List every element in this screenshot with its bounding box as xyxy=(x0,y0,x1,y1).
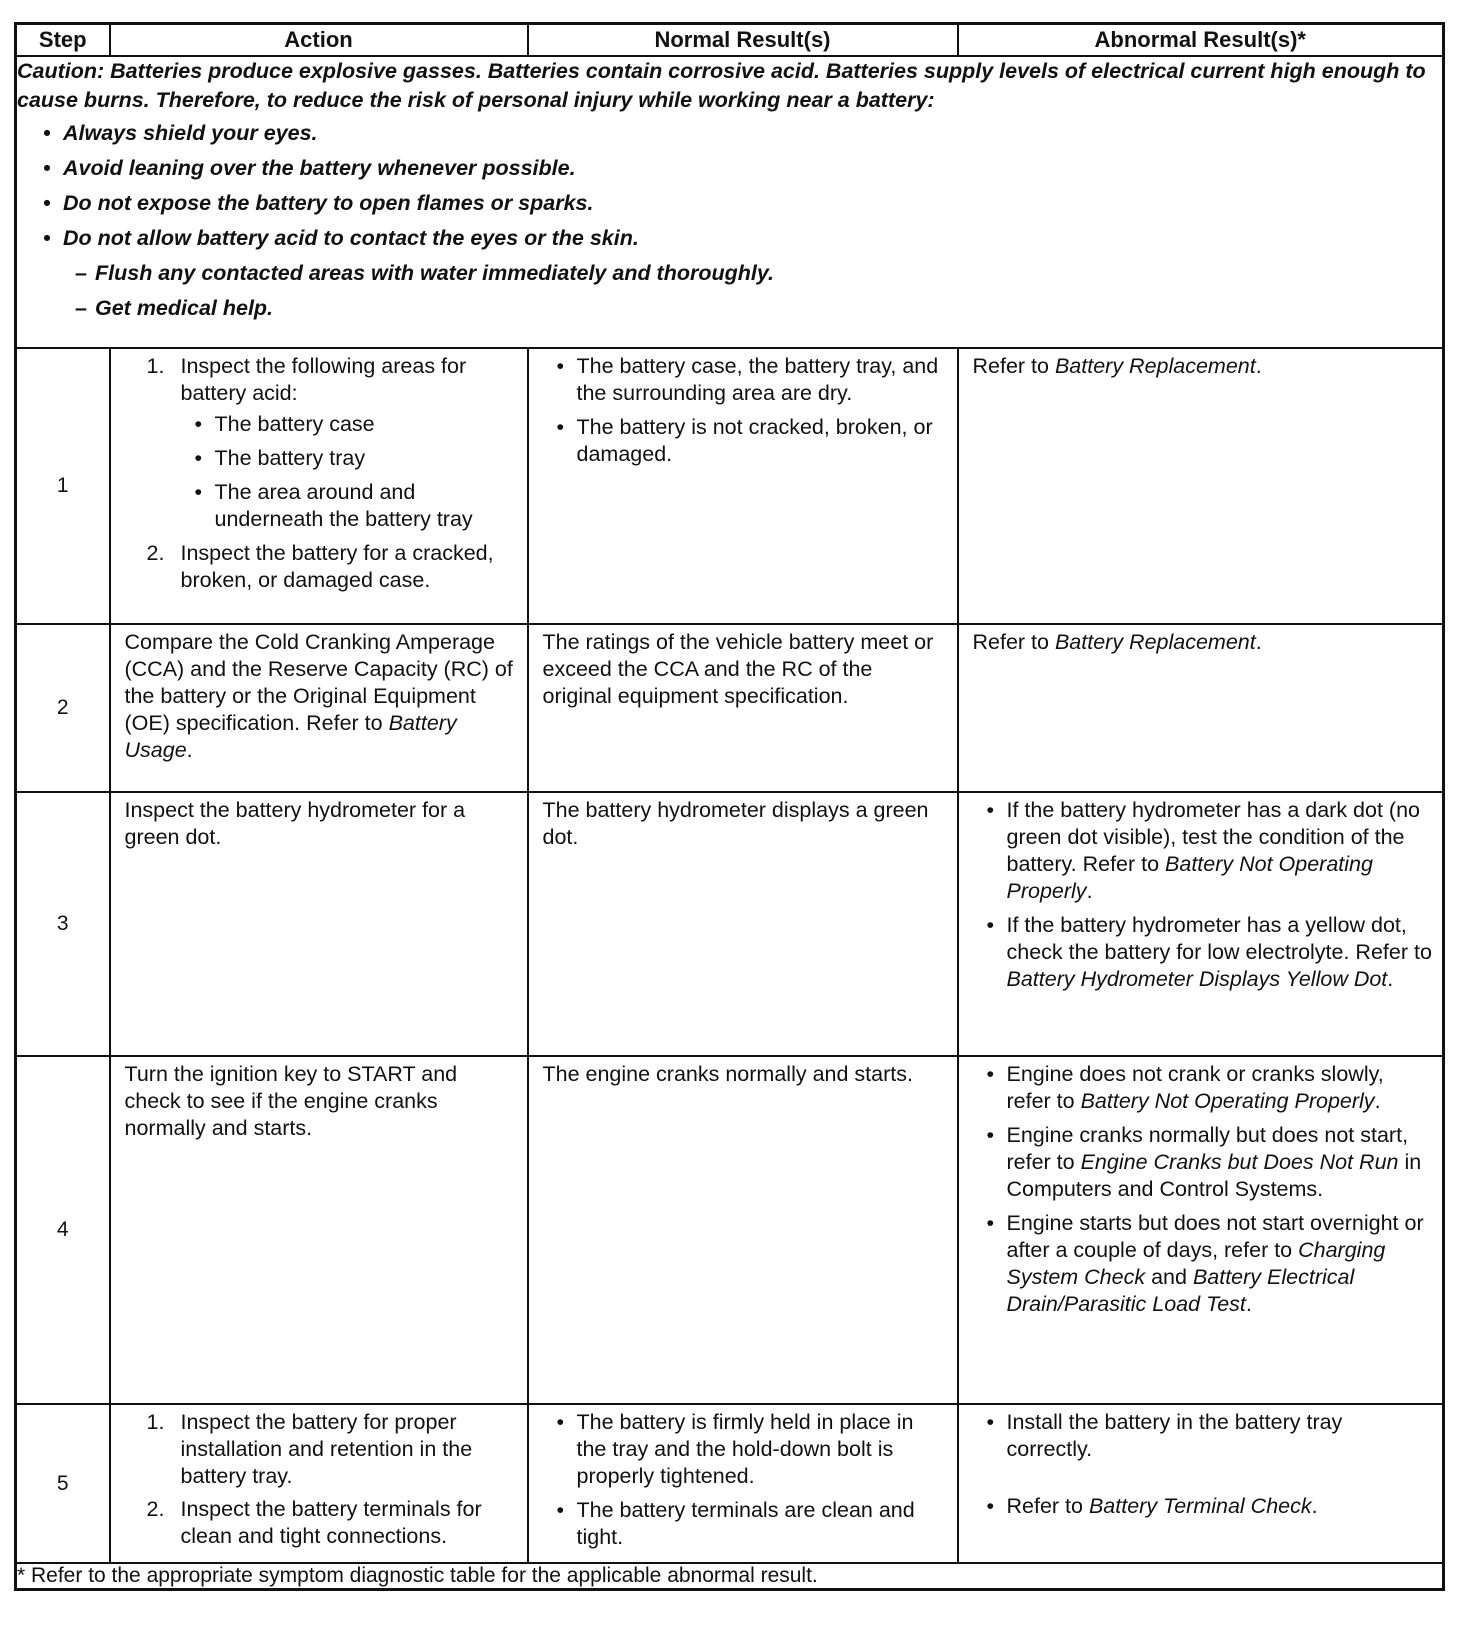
reference-link: Battery Terminal Check xyxy=(1088,1494,1312,1518)
action-step-number: 1. xyxy=(146,1410,165,1434)
action-sub-bullet: • The battery case xyxy=(181,411,517,438)
action-cell xyxy=(110,1404,528,1563)
normal-bullet: • The battery terminals are clean and tight. xyxy=(543,1497,947,1551)
action-cell xyxy=(110,792,528,1056)
normal-bullet: • The battery is not cracked, broken, or damaged. xyxy=(543,414,947,468)
reference-link: Battery Electrical Drain/Parasitic Load Test xyxy=(1006,1265,1355,1316)
action-step-number: 2. xyxy=(146,1497,165,1521)
action-sub-bullets xyxy=(181,411,517,533)
action-step-text: Inspect the following areas for battery acid: xyxy=(180,354,467,405)
caution-subitem: – Get medical help. xyxy=(17,294,1442,323)
abnormal-suffix: . xyxy=(1255,354,1262,378)
action-cell xyxy=(110,624,528,792)
normal-cell xyxy=(528,348,958,624)
abnormal-suffix: . xyxy=(1311,1494,1318,1518)
action-text: Turn the ignition key to START and check to see if the engine cranks normally and starts. xyxy=(124,1062,458,1140)
battery-diagnostic-table xyxy=(14,22,1445,1591)
caution-item: • Avoid leaning over the battery whenever possible. xyxy=(17,154,1442,183)
action-step xyxy=(125,1496,517,1550)
reference-link: Battery Not Operating Properly xyxy=(1080,1089,1375,1113)
step-number: 5 xyxy=(16,1404,110,1563)
step-number: 3 xyxy=(16,792,110,1056)
reference-link: Battery Usage xyxy=(124,711,457,762)
abnormal-bullet: • Install the battery in the battery tray correctly. xyxy=(973,1409,1433,1463)
reference-link: Battery Replacement xyxy=(1054,354,1256,378)
action-step-text: Inspect the battery for a cracked, broken, or damaged case. xyxy=(180,541,494,592)
header-step: Step xyxy=(16,24,110,57)
caution-item: • Do not allow battery acid to contact the eyes or the skin. xyxy=(17,224,1442,253)
abnormal-bullet xyxy=(973,912,1433,993)
header-action: Action xyxy=(110,24,528,57)
abnormal-text: Engine does not crank or cranks slowly, refer to xyxy=(1006,1062,1384,1113)
reference-link: Charging System Check xyxy=(1006,1238,1386,1289)
caution-intro: Caution: Batteries produce explosive gasses. Batteries contain corrosive acid. Batteries supply levels of electrical current high enough to cause burns. Therefore, to reduce the risk of personal injury while working near a battery: xyxy=(17,59,1426,112)
abnormal-bullet xyxy=(973,1210,1433,1318)
diagnostic-sheet xyxy=(14,22,1442,1591)
normal-text: The ratings of the vehicle battery meet or exceed the CCA and the RC of the original equipment specification. xyxy=(542,630,934,708)
action-sub-bullet: • The battery tray xyxy=(181,445,517,472)
abnormal-cell xyxy=(958,1056,1444,1404)
abnormal-suffix: . xyxy=(1374,1089,1381,1113)
action-step xyxy=(125,353,517,533)
header-row xyxy=(16,24,1444,57)
reference-link: Battery Hydrometer Displays Yellow Dot xyxy=(1006,967,1388,991)
action-text: Inspect the battery hydrometer for a green dot. xyxy=(124,798,466,849)
normal-cell xyxy=(528,792,958,1056)
caution-row xyxy=(16,56,1444,348)
abnormal-text: Refer to xyxy=(972,354,1055,378)
step-number: 1 xyxy=(16,348,110,624)
normal-bullets xyxy=(543,353,947,468)
step-row-1 xyxy=(16,348,1444,624)
action-text: Compare the Cold Cranking Amperage (CCA) and the Reserve Capacity (RC) of the battery or the Original Equipment (OE) specification. Refer to xyxy=(124,630,513,735)
action-step-text: Inspect the battery terminals for clean and tight connections. xyxy=(180,1497,482,1548)
abnormal-suffix: in Computers and Control Systems. xyxy=(1006,1150,1422,1201)
normal-text: The engine cranks normally and starts. xyxy=(542,1062,913,1086)
abnormal-bullets xyxy=(973,1409,1433,1520)
abnormal-suffix: . xyxy=(1255,630,1262,654)
normal-bullet: • The battery case, the battery tray, and the surrounding area are dry. xyxy=(543,353,947,407)
caution-subitem: – Flush any contacted areas with water immediately and thoroughly. xyxy=(17,259,1442,288)
normal-cell xyxy=(528,624,958,792)
abnormal-cell xyxy=(958,348,1444,624)
action-suffix: . xyxy=(186,738,193,762)
action-cell xyxy=(110,1056,528,1404)
abnormal-bullet xyxy=(973,1122,1433,1203)
abnormal-suffix: . xyxy=(1387,967,1394,991)
header-normal: Normal Result(s) xyxy=(528,24,958,57)
header-abnormal: Abnormal Result(s)* xyxy=(958,24,1444,57)
normal-text: The battery hydrometer displays a green dot. xyxy=(542,798,929,849)
reference-link: Engine Cranks but Does Not Run xyxy=(1080,1150,1399,1174)
step-row-3 xyxy=(16,792,1444,1056)
normal-cell xyxy=(528,1404,958,1563)
abnormal-joiner: and xyxy=(1145,1265,1193,1289)
caution-item: • Always shield your eyes. xyxy=(17,119,1442,148)
abnormal-text: Refer to xyxy=(972,630,1055,654)
abnormal-cell xyxy=(958,1404,1444,1563)
action-step-number: 1. xyxy=(146,354,165,378)
action-steps xyxy=(125,353,517,594)
caution-item: • Do not expose the battery to open flames or sparks. xyxy=(17,189,1442,218)
abnormal-text: If the battery hydrometer has a dark dot (no green dot visible), test the condition of the battery. Refer to xyxy=(1006,798,1420,876)
abnormal-bullets xyxy=(973,797,1433,993)
step-row-2 xyxy=(16,624,1444,792)
abnormal-text: Engine cranks normally but does not start, refer to xyxy=(1006,1123,1409,1174)
abnormal-suffix: . xyxy=(1245,1292,1252,1316)
step-number: 4 xyxy=(16,1056,110,1404)
abnormal-cell xyxy=(958,624,1444,792)
action-step-number: 2. xyxy=(146,541,165,565)
normal-bullets xyxy=(543,1409,947,1551)
action-step-text: Inspect the battery for proper installation and retention in the battery tray. xyxy=(180,1410,473,1488)
reference-link: Battery Not Operating Properly xyxy=(1006,852,1373,903)
abnormal-bullets xyxy=(973,1061,1433,1318)
action-sub-bullet: • The area around and underneath the battery tray xyxy=(181,479,517,533)
reference-link: Battery Replacement xyxy=(1054,630,1256,654)
abnormal-text: Engine starts but does not start overnight or after a couple of days, refer to xyxy=(1006,1211,1424,1262)
abnormal-cell xyxy=(958,792,1444,1056)
action-step xyxy=(125,540,517,594)
step-number: 2 xyxy=(16,624,110,792)
normal-bullet: • The battery is firmly held in place in the tray and the hold-down bolt is properly tightened. xyxy=(543,1409,947,1490)
footnote: * Refer to the appropriate symptom diagnostic table for the applicable abnormal result. xyxy=(16,1563,1444,1590)
footnote-row xyxy=(16,1563,1444,1590)
abnormal-bullet xyxy=(973,797,1433,905)
abnormal-text: Refer to xyxy=(1006,1494,1089,1518)
action-step xyxy=(125,1409,517,1490)
action-cell xyxy=(110,348,528,624)
action-steps xyxy=(125,1409,517,1550)
abnormal-suffix: . xyxy=(1086,879,1093,903)
caution-block xyxy=(16,56,1444,348)
normal-cell xyxy=(528,1056,958,1404)
caution-list xyxy=(17,119,1442,323)
abnormal-bullet xyxy=(973,1061,1433,1115)
step-row-4 xyxy=(16,1056,1444,1404)
step-row-5 xyxy=(16,1404,1444,1563)
abnormal-bullet xyxy=(973,1493,1433,1520)
abnormal-text: If the battery hydrometer has a yellow dot, check the battery for low electrolyte. Refer to xyxy=(1006,913,1432,964)
